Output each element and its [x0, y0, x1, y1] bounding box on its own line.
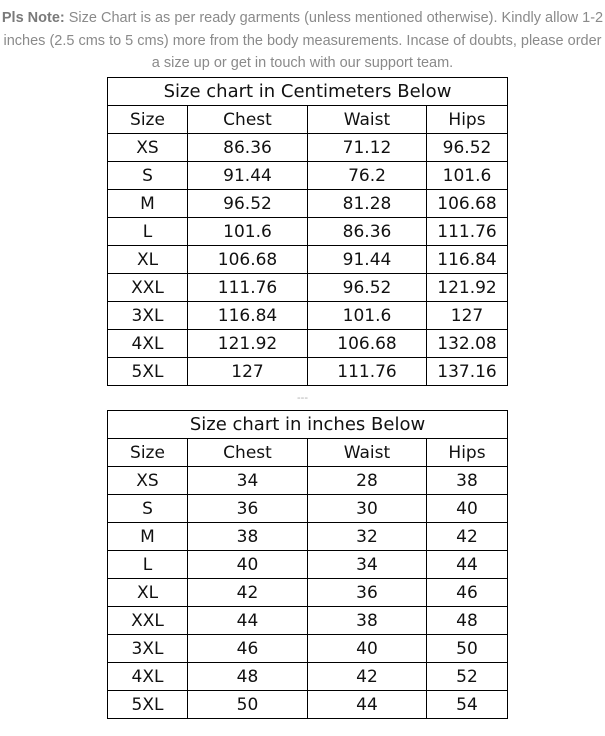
- cm-table-row: [108, 358, 508, 386]
- in-table-row: [108, 691, 508, 719]
- in-header-waist: Waist: [308, 439, 427, 467]
- cm-cell-waist: 96.52: [308, 274, 427, 302]
- cm-header-waist: Waist: [308, 106, 427, 134]
- size-chart-cm-table: [107, 77, 508, 386]
- cm-cell-waist: 81.28: [308, 190, 427, 218]
- cm-cell-size: S: [108, 162, 188, 190]
- cm-table-row: [108, 274, 508, 302]
- in-cell-size: L: [108, 551, 188, 579]
- cm-cell-waist: 106.68: [308, 330, 427, 358]
- cm-table-row: [108, 162, 508, 190]
- in-table-row: [108, 635, 508, 663]
- cm-header-size: Size: [108, 106, 188, 134]
- in-header-size: Size: [108, 439, 188, 467]
- in-cell-waist: 30: [308, 495, 427, 523]
- in-table-row: [108, 663, 508, 691]
- note-label: Pls Note:: [1, 10, 65, 26]
- in-header-hips: Hips: [427, 439, 508, 467]
- in-header-chest: Chest: [188, 439, 308, 467]
- cm-cell-hips: 127: [427, 302, 508, 330]
- in-cell-chest: 42: [188, 579, 308, 607]
- cm-header-chest: Chest: [188, 106, 308, 134]
- in-header-row: [108, 439, 508, 467]
- in-cell-size: 3XL: [108, 635, 188, 663]
- cm-header-hips: Hips: [427, 106, 508, 134]
- in-cell-size: 4XL: [108, 663, 188, 691]
- in-cell-hips: 48: [427, 607, 508, 635]
- cm-table-row: [108, 190, 508, 218]
- in-cell-hips: 50: [427, 635, 508, 663]
- in-cell-waist: 38: [308, 607, 427, 635]
- in-table-row: [108, 467, 508, 495]
- cm-header-row: [108, 106, 508, 134]
- cm-table-row: [108, 246, 508, 274]
- note-text: Size Chart is as per ready garments (unless mentioned otherwise). Kindly allow 1-2 inches (2.5 cms to 5 cms) more from the body measurements. Incase of doubts, please order a size up or get in touch with our support team.: [3, 10, 604, 71]
- in-cell-size: S: [108, 495, 188, 523]
- cm-cell-waist: 91.44: [308, 246, 427, 274]
- in-table-row: [108, 607, 508, 635]
- cm-cell-size: 3XL: [108, 302, 188, 330]
- cm-cell-size: XS: [108, 134, 188, 162]
- cm-table-row: [108, 330, 508, 358]
- in-cell-chest: 40: [188, 551, 308, 579]
- cm-cell-waist: 111.76: [308, 358, 427, 386]
- in-table-title: Size chart in inches Below: [108, 411, 508, 439]
- cm-cell-size: L: [108, 218, 188, 246]
- cm-cell-waist: 76.2: [308, 162, 427, 190]
- cm-cell-size: M: [108, 190, 188, 218]
- cm-table-row: [108, 218, 508, 246]
- in-cell-chest: 38: [188, 523, 308, 551]
- cm-cell-size: XL: [108, 246, 188, 274]
- in-table-row: [108, 551, 508, 579]
- in-cell-chest: 44: [188, 607, 308, 635]
- in-cell-waist: 40: [308, 635, 427, 663]
- cm-cell-chest: 111.76: [188, 274, 308, 302]
- in-cell-size: XS: [108, 467, 188, 495]
- cm-cell-chest: 121.92: [188, 330, 308, 358]
- in-cell-hips: 40: [427, 495, 508, 523]
- in-cell-size: XXL: [108, 607, 188, 635]
- in-cell-hips: 38: [427, 467, 508, 495]
- in-cell-hips: 44: [427, 551, 508, 579]
- in-cell-waist: 34: [308, 551, 427, 579]
- cm-cell-hips: 111.76: [427, 218, 508, 246]
- size-chart-inches-table: [107, 410, 508, 719]
- cm-cell-hips: 121.92: [427, 274, 508, 302]
- in-table-row: [108, 495, 508, 523]
- cm-cell-hips: 96.52: [427, 134, 508, 162]
- in-cell-chest: 48: [188, 663, 308, 691]
- cm-cell-chest: 96.52: [188, 190, 308, 218]
- cm-table-title: Size chart in Centimeters Below: [108, 78, 508, 106]
- in-cell-chest: 46: [188, 635, 308, 663]
- cm-cell-hips: 106.68: [427, 190, 508, 218]
- in-cell-waist: 44: [308, 691, 427, 719]
- cm-cell-chest: 86.36: [188, 134, 308, 162]
- cm-cell-hips: 137.16: [427, 358, 508, 386]
- in-cell-size: XL: [108, 579, 188, 607]
- cm-cell-chest: 116.84: [188, 302, 308, 330]
- cm-table-row: [108, 302, 508, 330]
- cm-cell-size: 4XL: [108, 330, 188, 358]
- in-table-row: [108, 579, 508, 607]
- in-cell-hips: 46: [427, 579, 508, 607]
- in-cell-waist: 36: [308, 579, 427, 607]
- cm-cell-chest: 91.44: [188, 162, 308, 190]
- in-cell-waist: 42: [308, 663, 427, 691]
- in-cell-chest: 50: [188, 691, 308, 719]
- in-table-row: [108, 523, 508, 551]
- in-cell-waist: 28: [308, 467, 427, 495]
- cm-cell-hips: 132.08: [427, 330, 508, 358]
- size-note: [0, 7, 605, 75]
- cm-cell-chest: 106.68: [188, 246, 308, 274]
- cm-table-row: [108, 134, 508, 162]
- cm-cell-waist: 86.36: [308, 218, 427, 246]
- in-cell-chest: 34: [188, 467, 308, 495]
- cm-cell-size: XXL: [108, 274, 188, 302]
- in-cell-hips: 54: [427, 691, 508, 719]
- cm-cell-chest: 127: [188, 358, 308, 386]
- table-separator: ---: [297, 392, 308, 404]
- cm-cell-waist: 101.6: [308, 302, 427, 330]
- in-cell-chest: 36: [188, 495, 308, 523]
- in-cell-hips: 52: [427, 663, 508, 691]
- in-cell-size: M: [108, 523, 188, 551]
- cm-cell-hips: 101.6: [427, 162, 508, 190]
- in-cell-waist: 32: [308, 523, 427, 551]
- in-cell-hips: 42: [427, 523, 508, 551]
- cm-cell-chest: 101.6: [188, 218, 308, 246]
- cm-cell-hips: 116.84: [427, 246, 508, 274]
- cm-cell-size: 5XL: [108, 358, 188, 386]
- cm-cell-waist: 71.12: [308, 134, 427, 162]
- in-cell-size: 5XL: [108, 691, 188, 719]
